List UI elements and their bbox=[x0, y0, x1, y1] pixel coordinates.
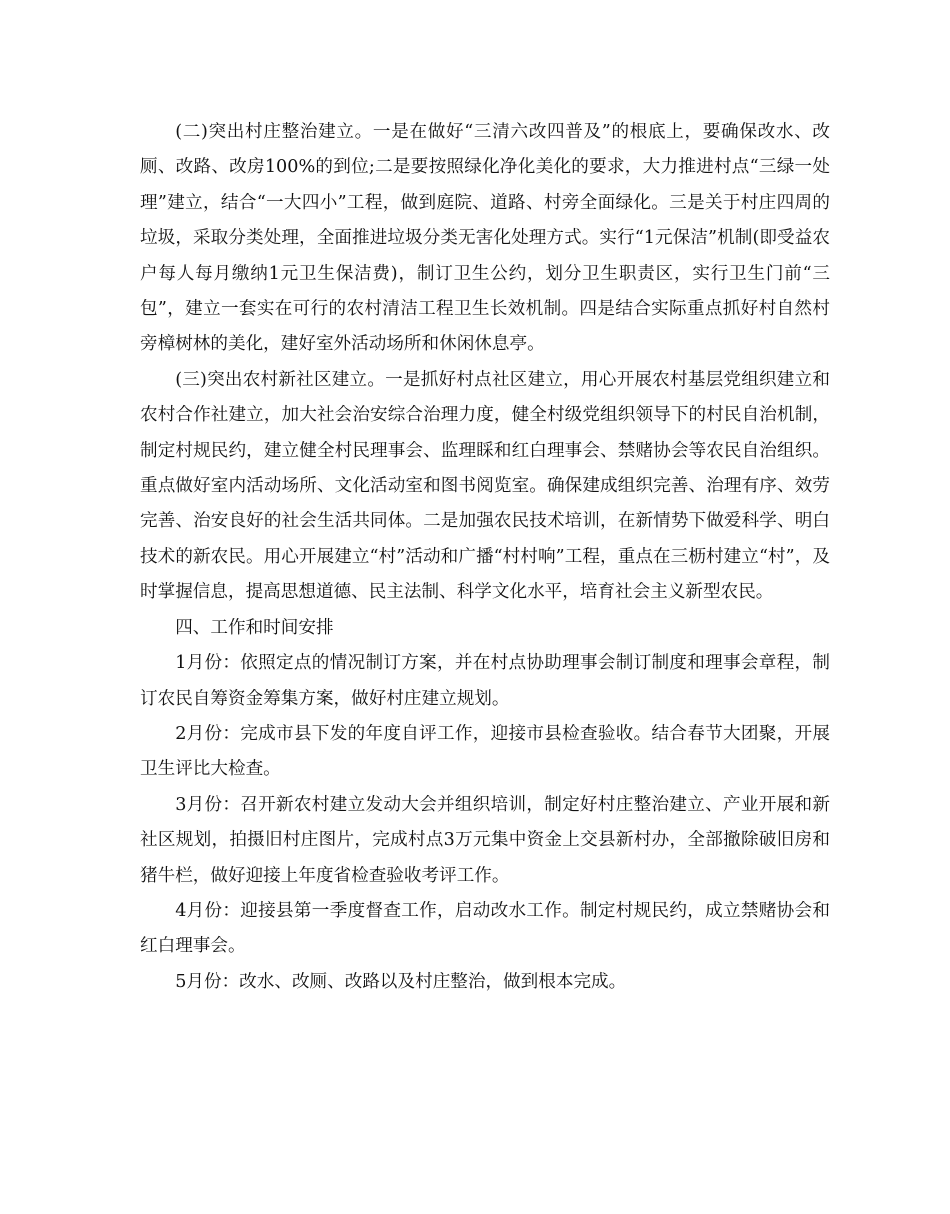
paragraph-may: 5月份：改水、改厕、改路以及村庄整治，做到根本完成。 bbox=[175, 971, 627, 992]
section-heading-schedule: 四、工作和时间安排 bbox=[175, 617, 334, 638]
paragraph-march: 3月份：召开新农村建立发动大会并组织培训，制定好村庄整治建立、产业开展和新社区规划，拍摄旧村庄图片，完成村点3万元集中资金上交县新村办，全部撤除破旧房和猪牛栏，做好迎接上年度省检查验收考评工作。 bbox=[140, 794, 830, 886]
document-body bbox=[140, 115, 830, 1000]
paragraph-february: 2月份：完成市县下发的年度自评工作，迎接市县检查验收。结合春节大团聚，开展卫生评比大检查。 bbox=[140, 723, 830, 780]
paragraph-village-renovation: (二)突出村庄整治建立。一是在做好“三清六改四普及”的根底上，要确保改水、改厕、改路、改房100%的到位;二是要按照绿化净化美化的要求，大力推进村点“三绿一处理”建立，结合“一大四小”工程，做到庭院、道路、村旁全面绿化。三是关于村庄四周的垃圾，采取分类处理，全面推进垃圾分类无害化处理方式。实行“1元保洁”机制(即受益农户每人每月缴纳1元卫生保洁费)，制订卫生公约，划分卫生职责区，实行卫生门前“三包”，建立一套实在可行的农村清洁工程卫生长效机制。四是结合实际重点抓好村自然村旁樟树林的美化，建好室外活动场所和休闲休息亭。 bbox=[140, 122, 830, 355]
paragraph-january: 1月份：依照定点的情况制订方案，并在村点协助理事会制订制度和理事会章程，制订农民自筹资金筹集方案，做好村庄建立规划。 bbox=[140, 653, 830, 709]
paragraph-new-community: (三)突出农村新社区建立。一是抓好村点社区建立，用心开展农村基层党组织建立和农村合作社建立，加大社会治安综合治理力度，健全村级党组织领导下的村民自治机制，制定村规民约，建立健全村民理事会、监理睬和红白理事会、禁赌协会等农民自治组织。重点做好室内活动场所、文化活动室和图书阅览室。确保建成组织完善、治理有序、效劳完善、治安良好的社会生活共同体。二是加强农民技术培训，在新情势下做爱科学、明白技术的新农民。用心开展建立“村”活动和广播“村村响”工程，重点在三枥村建立“村”，及时掌握信息，提高思想道德、民主法制、科学文化水平，培育社会主义新型农民。 bbox=[140, 369, 830, 603]
paragraph-april: 4月份：迎接县第一季度督查工作，启动改水工作。制定村规民约，成立禁赌协会和红白理事会。 bbox=[140, 900, 830, 957]
